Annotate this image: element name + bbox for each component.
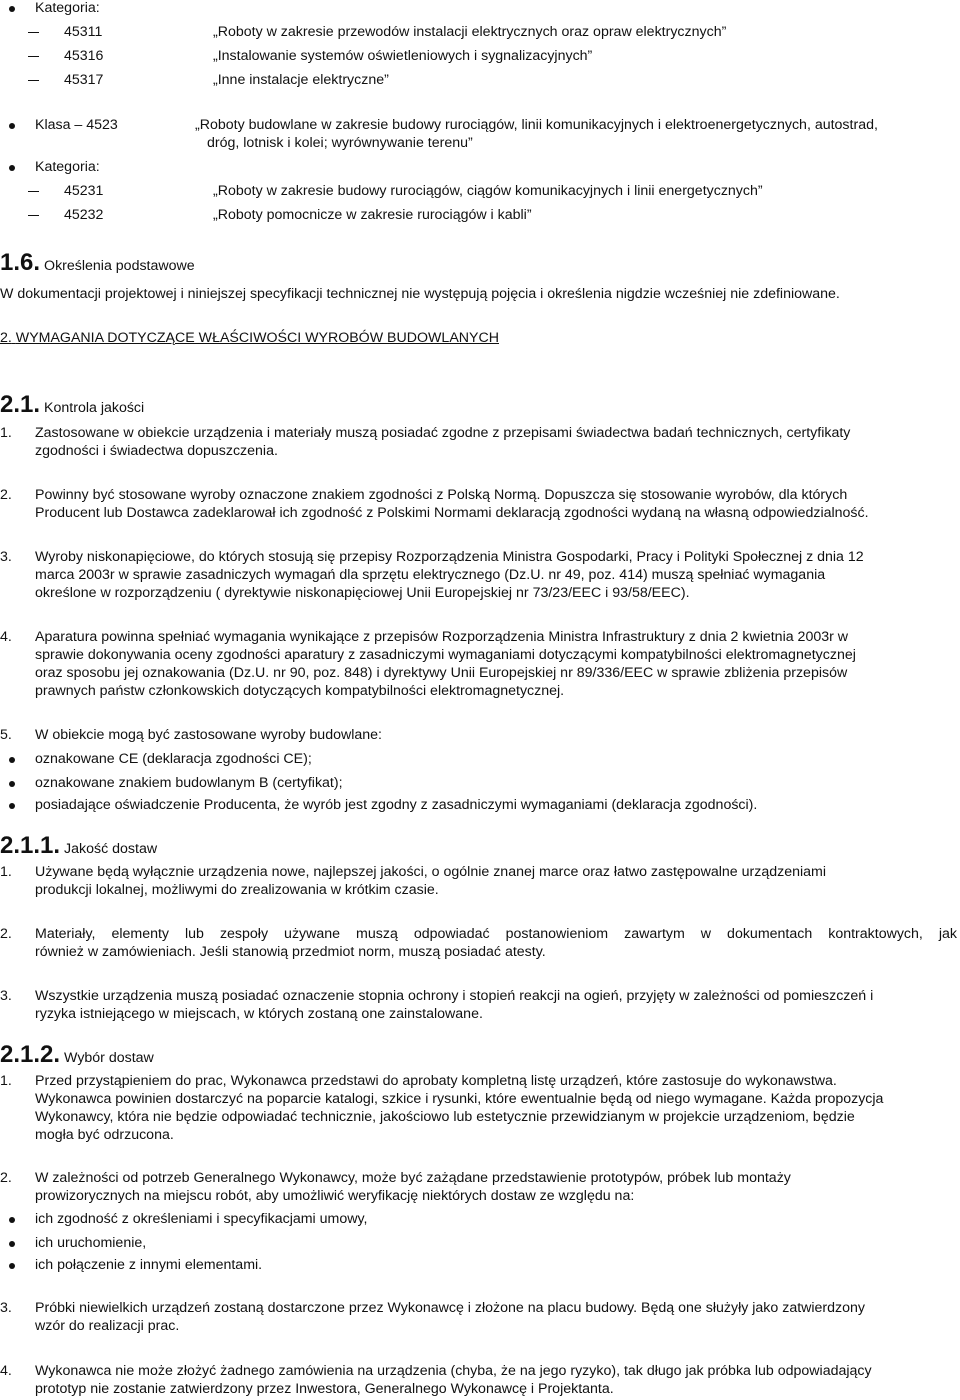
list-number: 2. [0,1170,12,1186]
paragraph-line: W dokumentacji projektowej i niniejszej specyfikacji technicznej nie występują pojęcia i określenia nigdzie wcześniej nie zdefiniowane. [0,286,840,302]
list-item: ich uruchomienie, [35,1235,147,1251]
paragraph-line: W zależności od potrzeb Generalnego Wykonawcy, może być zażądane przedstawienie prototypów, próbek lub montaży [35,1170,791,1186]
list-item: oznakowane znakiem budowlanym B (certyfikat); [35,775,343,791]
paragraph-line: mogła być odrzucona. [35,1127,174,1143]
section-heading-2-1 [0,392,144,418]
category-desc: „Inne instalacje elektryczne” [213,72,389,88]
paragraph-line: wzór do realizacji prac. [35,1318,180,1334]
list-item: oznakowane CE (deklaracja zgodności CE); [35,751,312,767]
category-desc: „Instalowanie systemów oświetleniowych i sygnalizacyjnych” [213,48,593,64]
paragraph-line: prawnych państw członkowskich dotyczących kompatybilności elektromagnetycznej. [35,683,565,699]
section-title: WYMAGANIA DOTYCZĄCE WŁAŚCIWOŚCI WYROBÓW BUDOWLANYCH [15,330,499,346]
dash-marker [28,80,39,81]
list-number: 2. [0,487,12,503]
paragraph-line: Wykonawca powinien dostarczyć na poparcie katalogi, szkice i rysunki, które ewentualnie będą od niego wymagane. Każda propozycja [35,1091,884,1107]
section-number: 2.1.1. [0,832,61,859]
bullet-marker [9,781,15,787]
paragraph-line: określone w rozporządzeniu ( dyrektywie niskonapięciowej Unii Europejskiej nr 73/23/EEC i 93/58/EEC). [35,585,690,601]
list-number: 3. [0,549,12,565]
dash-marker [28,215,39,216]
paragraph-line: Producent lub Dostawca zadeklarował ich zgodność z Polskimi Normami deklaracją zgodności wydaną na własną odpowiedzialność. [35,505,869,521]
klasa-desc-line: „Roboty budowlane w zakresie budowy rurociągów, linii komunikacyjnych i elektroenergetycznych, autostrad, [195,117,878,133]
category-code: 45311 [64,24,103,40]
bullet-kategoria-4531 [9,6,15,12]
list-number: 1. [0,864,12,880]
paragraph-line: Wyroby niskonapięciowe, do których stosują się przepisy Rozporządzenia Ministra Gospodarki, Pracy i Polityki Społecznej z dnia 12 [35,549,864,565]
category-code: 45231 [64,183,104,199]
paragraph-line: Aparatura powinna spełniać wymagania wynikające z przepisów Rozporządzenia Ministra Infrastruktury z dnia 2 kwietnia 2003r w [35,629,849,645]
list-item: posiadające oświadczenie Producenta, że wyrób jest zgodny z zasadniczymi wymaganiami (deklaracja zgodności). [35,797,758,813]
paragraph-line: zgodności i świadectwa dopuszczenia. [35,443,278,459]
category-desc: „Roboty pomocnicze w zakresie rurociągów i kabli” [213,207,532,223]
category-code: 45317 [64,72,104,88]
bullet-marker [9,757,15,763]
list-number: 3. [0,988,12,1004]
section-number: 1.6. [0,249,41,276]
paragraph-line: prowizorycznych na miejscu robót, aby umożliwić weryfikację niektórych dostaw ze względu na: [35,1188,635,1204]
list-number: 4. [0,1363,12,1379]
section-number: 2. [0,330,12,346]
section-heading-1-6 [0,250,195,276]
section-title: Jakość dostaw [64,841,158,857]
paragraph-line: Przed przystąpieniem do prac, Wykonawca przedstawi do aprobaty kompletną listę urządzeń, które zastosuje do wykonawstwa. [35,1073,837,1089]
category-code: 45316 [64,48,104,64]
bullet-marker [9,1263,15,1269]
paragraph-line: Wykonawca nie może złożyć żadnego zamówienia na urządzenia (chyba, że na jego ryzyko), tak długo jak próbka lub odpowiadający [35,1363,872,1379]
category-desc: „Roboty w zakresie budowy rurociągów, ciągów komunikacyjnych i linii energetycznych” [213,183,763,199]
list-number: 4. [0,629,12,645]
bullet-kategoria-4523 [9,165,15,171]
klasa-desc-line: dróg, lotnisk i kolei; wyrównywanie terenu” [207,135,473,151]
dash-marker [28,56,39,57]
bullet-marker [9,1217,15,1223]
paragraph-line: Wszystkie urządzenia muszą posiadać oznaczenie stopnia ochrony i stopień reakcji na ogień, przyjęty w zależności od pomieszczeń i [35,988,874,1004]
paragraph-line: Zastosowane w obiekcie urządzenia i materiały muszą posiadać zgodne z przepisami świadectwa badań technicznych, certyfikaty [35,425,851,441]
bullet-klasa-4523 [9,123,15,129]
paragraph-line: również w zamówieniach. Jeśli stanowią przedmiot norm, muszą posiadać atesty. [35,944,546,960]
paragraph-line: marca 2003r w sprawie zasadniczych wymagań dla sprzętu elektrycznego (Dz.U. nr 49, poz. 414) muszą spełniać wymagania [35,567,826,583]
category-code: 45232 [64,207,104,223]
category-desc: „Roboty w zakresie przewodów instalacji elektrycznych oraz opraw elektrycznych” [213,24,727,40]
list-number: 1. [0,425,12,441]
section-title: Wybór dostaw [64,1050,154,1066]
paragraph-line: ryzyka istniejącego w miejscach, w których zostaną one zainstalowane. [35,1006,483,1022]
paragraph-line: prototyp nie zostanie zatwierdzony przez Inwestora, Generalnego Wykonawcę i Projektanta. [35,1381,614,1397]
list-number: 3. [0,1300,12,1316]
dash-marker [28,191,39,192]
list-number: 5. [0,727,12,743]
paragraph-line: Materiały, elementy lub zespoły używane muszą odpowiadać postanowieniom zawartym w dokumentach kontraktowych, jak [35,926,957,942]
paragraph-line: Powinny być stosowane wyroby oznaczone znakiem zgodności z Polską Normą. Dopuszcza się stosowanie wyrobów, dla których [35,487,848,503]
list-number: 1. [0,1073,12,1089]
paragraph-line: Wykonawcy, która nie będzie odpowiadać technicznie, jakościowo lub estetycznie przewidzianym w projekcie urządzeniom, będzie [35,1109,855,1125]
list-number: 2. [0,926,12,942]
list-item: ich zgodność z określeniami i specyfikacjami umowy, [35,1211,368,1227]
dash-marker [28,32,39,33]
section-heading-2 [0,330,499,347]
section-number: 2.1.2. [0,1041,61,1068]
paragraph-line: Próbki niewielkich urządzeń zostaną dostarczone przez Wykonawcę i złożone na placu budowy. Będą one służyły jako zatwierdzony [35,1300,866,1316]
section-title: Określenia podstawowe [44,258,195,274]
section-heading-2-1-1 [0,833,157,859]
bullet-marker [9,1241,15,1247]
kategoria-label: Kategoria: [35,0,100,16]
paragraph-line: produkcji lokalnej, możliwymi do zrealizowania w krótkim czasie. [35,882,439,898]
paragraph-line: W obiekcie mogą być zastosowane wyroby budowlane: [35,727,382,743]
paragraph-line: oraz sposobu jej oznakowania (Dz.U. nr 90, poz. 848) i dyrektywy Unii Europejskiej nr 89/336/EEC w sprawie zbliżenia przepisów [35,665,848,681]
section-number: 2.1. [0,391,41,418]
paragraph-line: sprawie dokonywania oceny zgodności aparatury z zasadniczymi wymaganiami dotyczącymi kompatybilności elektromagnetycznej [35,647,856,663]
klasa-label: Klasa – 4523 [35,117,118,133]
kategoria-label: Kategoria: [35,159,100,175]
bullet-marker [9,803,15,809]
section-heading-2-1-2 [0,1042,154,1068]
section-title: Kontrola jakości [44,400,145,416]
paragraph-line: Używane będą wyłącznie urządzenia nowe, najlepszej jakości, o ogólnie znanej marce oraz łatwo zastępowalne urządzeniami [35,864,826,880]
list-item: ich połączenie z innymi elementami. [35,1257,263,1273]
